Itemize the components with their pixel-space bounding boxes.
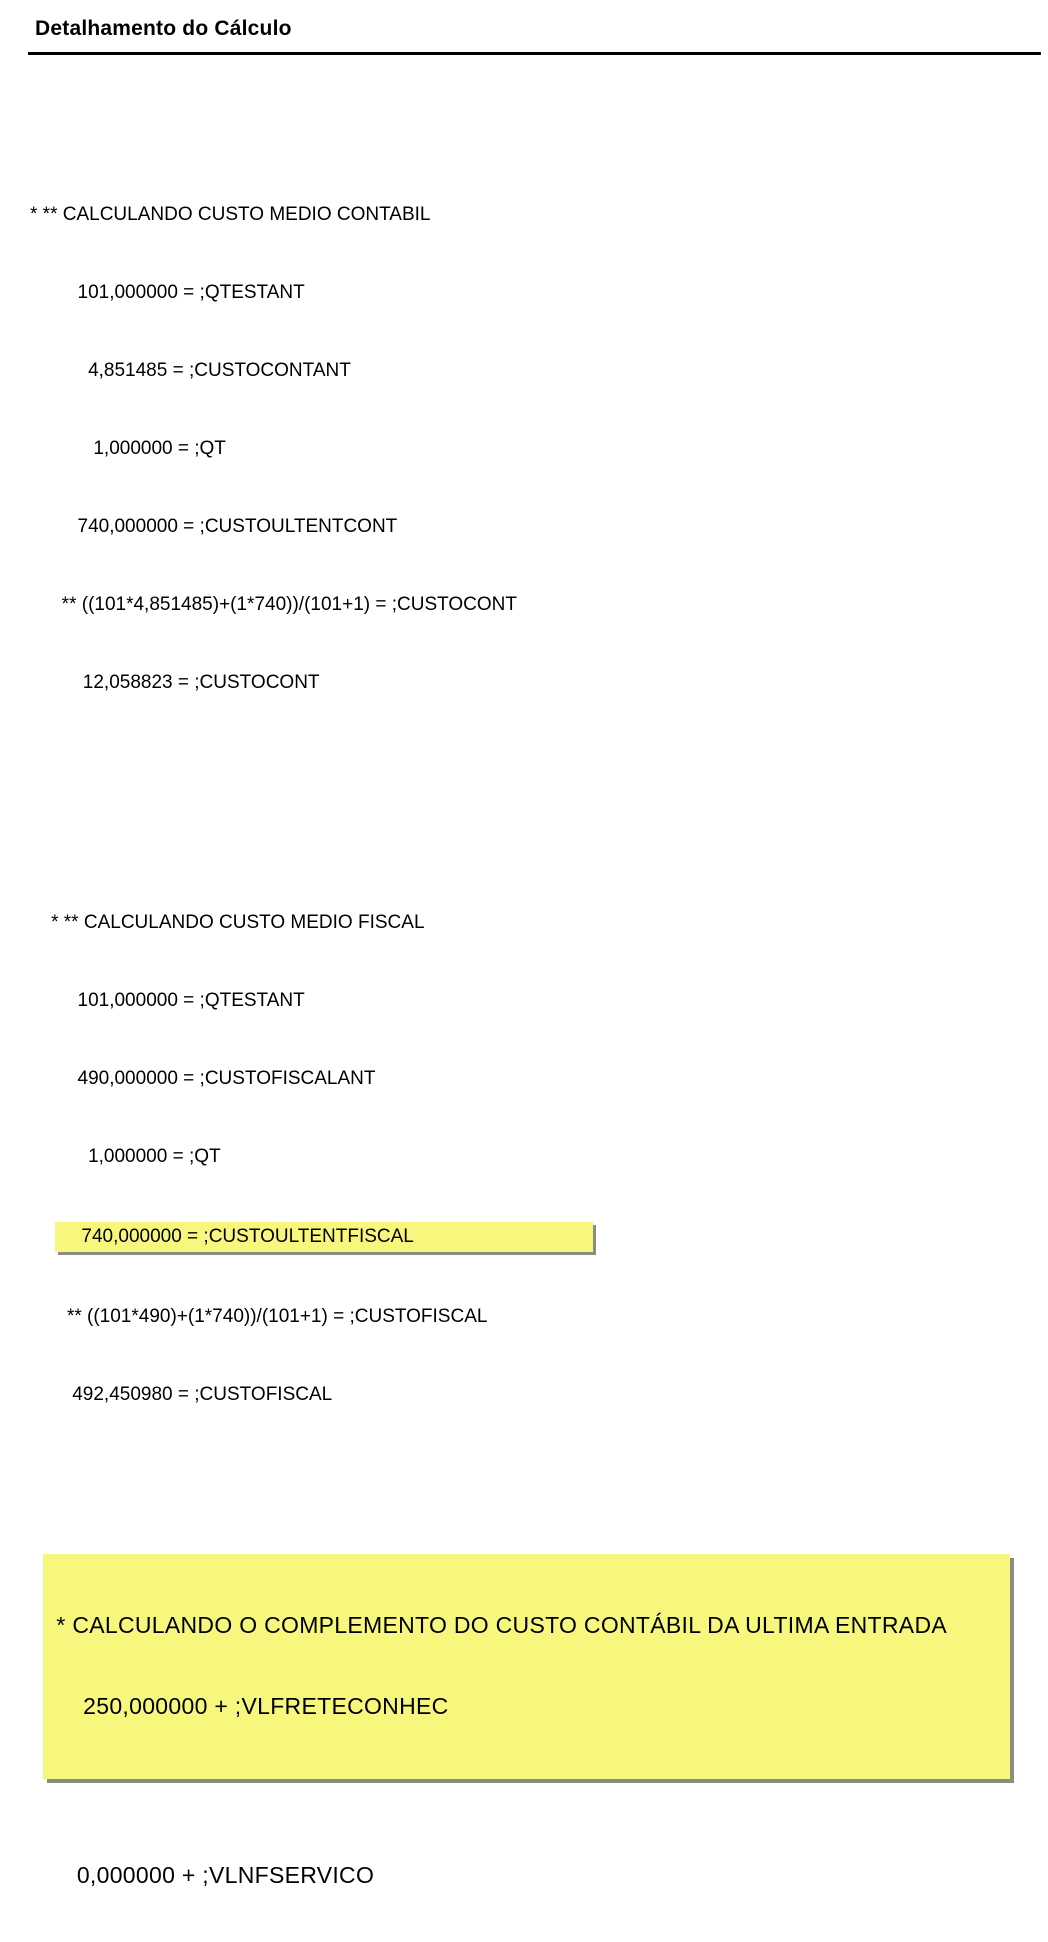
calc-line: 101,000000 = ;QTESTANT (30, 990, 305, 1011)
calc-line: 4,851485 = ;CUSTOCONTANT (30, 360, 351, 381)
page-title: Detalhamento do Cálculo (35, 17, 292, 40)
calc-line: ** ((101*4,851485)+(1*740))/(101+1) = ;CUSTOCONT (30, 594, 518, 615)
calc-line: * ** CALCULANDO CUSTO MEDIO CONTABIL (30, 204, 431, 225)
calc-line: 1,000000 = ;QT (30, 438, 226, 459)
calculation-detail-body (0, 72, 1048, 1942)
calc-line: * ** CALCULANDO CUSTO MEDIO FISCAL (30, 912, 425, 933)
calc-line: 101,000000 = ;QTESTANT (30, 282, 305, 303)
calc-line: 740,000000 = ;CUSTOULTENTCONT (30, 516, 398, 537)
calc-line: 492,450980 = ;CUSTOFISCAL (30, 1384, 333, 1405)
calc-line: * CALCULANDO O COMPLEMENTO DO CUSTO CONTÁBIL DA ULTIMA ENTRADA (43, 1612, 948, 1638)
calc-line: ** ((101*490)+(1*740))/(101+1) = ;CUSTOFISCAL (30, 1306, 488, 1327)
report-header (28, 16, 1041, 55)
section-custo-medio-fiscal (30, 858, 1048, 1460)
calc-line: 490,000000 = ;CUSTOFISCALANT (30, 1068, 376, 1089)
calc-line: 1,000000 = ;QT (30, 1146, 221, 1167)
section-custo-medio-contabil (30, 150, 1048, 748)
highlighted-calc-line: 740,000000 = ;CUSTOULTENTFISCAL (55, 1222, 593, 1252)
calc-line: 12,058823 = ;CUSTOCONT (30, 672, 320, 693)
highlighted-block-complemento (43, 1554, 1010, 1779)
calc-line: 250,000000 + ;VLFRETECONHEC (43, 1693, 449, 1719)
calc-line: 0,000000 + ;VLNFSERVICO (30, 1862, 375, 1888)
